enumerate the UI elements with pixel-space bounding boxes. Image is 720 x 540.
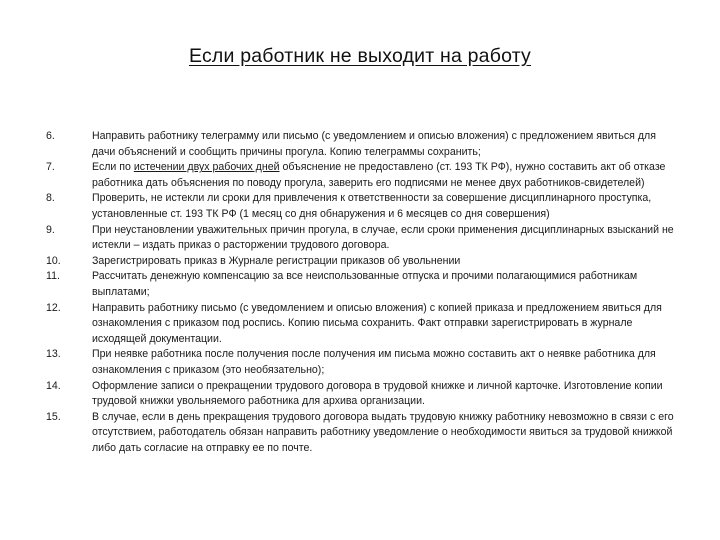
item-text (92, 160, 677, 191)
item-number: 13. (46, 348, 61, 361)
steps-list (46, 129, 686, 456)
item-number: 7. (46, 161, 55, 174)
item-number: 10. (46, 254, 61, 267)
item-text: Зарегистрировать приказ в Журнале регистрации приказов об увольнении (92, 254, 461, 267)
item-number: 14. (46, 379, 61, 392)
list-item (46, 410, 686, 457)
item-text-after: объяснение не предоставлено (ст. 193 ТК РФ), нужно составить акт об отказе работника дать объяснения по поводу прогула, заверить его подписями не менее двух работников-свидетелей) (92, 161, 666, 189)
item-number: 8. (46, 192, 55, 205)
slide-title: Если работник не выходит на работу (188, 45, 532, 67)
item-text: Направить работнику письмо (с уведомлением и описью вложения) с копией приказа и предложением явиться для ознакомления с приказом под роспись. Копию письма сохранить. Факт отправки зарегистрировать в журнале исходящей документации. (92, 301, 662, 345)
item-text: В случае, если в день прекращения трудового договора выдать трудовую книжку работнику невозможно в связи с его отсутствием, работодатель обязан направить работнику уведомление о необходимости явиться за трудовой книжкой либо дать согласие на отправку ее по почте. (92, 410, 674, 454)
item-text: Проверить, не истекли ли сроки для привлечения к ответственности за совершение дисциплинарного проступка, установленные ст. 193 ТК РФ (1 месяц со дня обнаружения и 6 месяцев со дня совершения) (92, 192, 652, 220)
list-item (46, 301, 686, 348)
item-text: При неустановлении уважительных причин прогула, в случае, если сроки применения дисциплинарных взысканий не истекли – издать приказ о расторжении трудового договора. (92, 223, 674, 252)
list-item (46, 269, 686, 300)
item-text-underlined: истечении двух рабочих дней (133, 161, 280, 174)
item-text: При неявке работника после получения после получения им письма можно составить акт о неявке работника для ознакомления с приказом (это необязательно); (92, 348, 656, 376)
list-item (46, 191, 686, 222)
list-item (46, 379, 686, 410)
item-text-before: Если по (92, 161, 134, 174)
item-text: Оформление записи о прекращении трудового договора в трудовой книжке и личной карточке. Изготовление копии трудовой книжки увольняемого работника для архива организации. (92, 379, 663, 408)
item-number: 11. (46, 270, 60, 283)
item-number: 6. (46, 130, 55, 142)
item-text: Рассчитать денежную компенсацию за все неиспользованные отпуска и прочими полагающимися работникам выплатами; (92, 270, 638, 298)
item-number: 12. (46, 301, 61, 314)
list-item (46, 129, 686, 160)
item-text: Направить работнику телеграмму или письмо (с уведомлением и описью вложения) с предложением явиться для дачи объяснений и сообщить причины прогула. Копию телеграммы сохранить; (92, 130, 656, 158)
list-item (46, 160, 686, 191)
list-item (46, 223, 686, 254)
list-item (46, 254, 686, 270)
item-number: 9. (46, 223, 55, 236)
list-item (46, 347, 686, 378)
item-number: 15. (46, 410, 61, 423)
